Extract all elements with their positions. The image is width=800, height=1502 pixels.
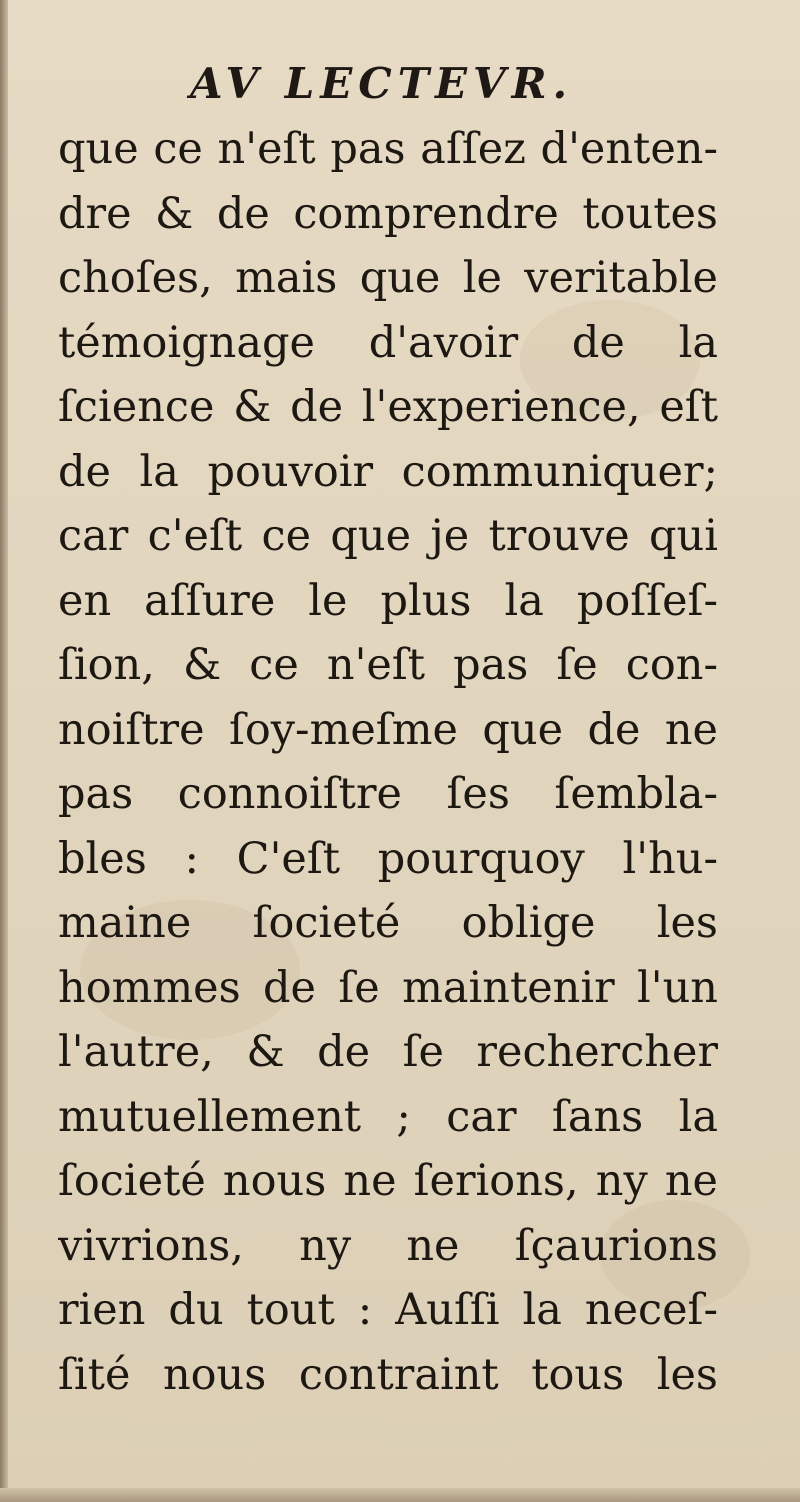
text-line: en aſſure le plus la poſſeſ- [58, 575, 718, 626]
text-line: maine ſocieté oblige les [58, 898, 718, 948]
page-bottom-edge [0, 1488, 800, 1502]
text-line: car c'eſt ce que je trouve qui [58, 511, 718, 561]
text-line: de la pouvoir communiquer; [58, 446, 718, 497]
text-line: noiſtre ſoy-meſme que de ne [58, 704, 718, 755]
text-line: témoignage d'avoir de la [58, 317, 718, 368]
body-text [58, 117, 718, 1407]
text-line: mutuellement ; car ſans la [58, 1091, 718, 1142]
text-line: que ce n'eſt pas aſſez d'enten- [58, 124, 718, 174]
text-line: hommes de ſe maintenir l'un [58, 962, 718, 1013]
text-line: ſité nous contraint tous les [58, 1349, 718, 1400]
text-line: choſes, mais que le veritable [58, 253, 718, 303]
text-line: bles : C'eſt pourquoy l'hu- [58, 833, 718, 884]
text-line: vivrions, ny ne ſçaurions [58, 1220, 718, 1271]
running-head: AV LECTEVR. [190, 59, 574, 108]
text-line: ſcience & de l'experience, eſt [58, 382, 718, 432]
text-line: pas connoiſtre ſes ſembla- [58, 769, 718, 819]
text-line: l'autre, & de ſe rechercher [58, 1027, 718, 1077]
text-line: dre & de comprendre toutes [58, 188, 718, 239]
page-left-edge [0, 0, 8, 1502]
text-line: rien du tout : Auſſi la neceſ- [58, 1285, 718, 1335]
text-line: ſion, & ce n'eſt pas ſe con- [58, 640, 718, 690]
text-line: ſocieté nous ne ſerions, ny ne [58, 1156, 718, 1206]
